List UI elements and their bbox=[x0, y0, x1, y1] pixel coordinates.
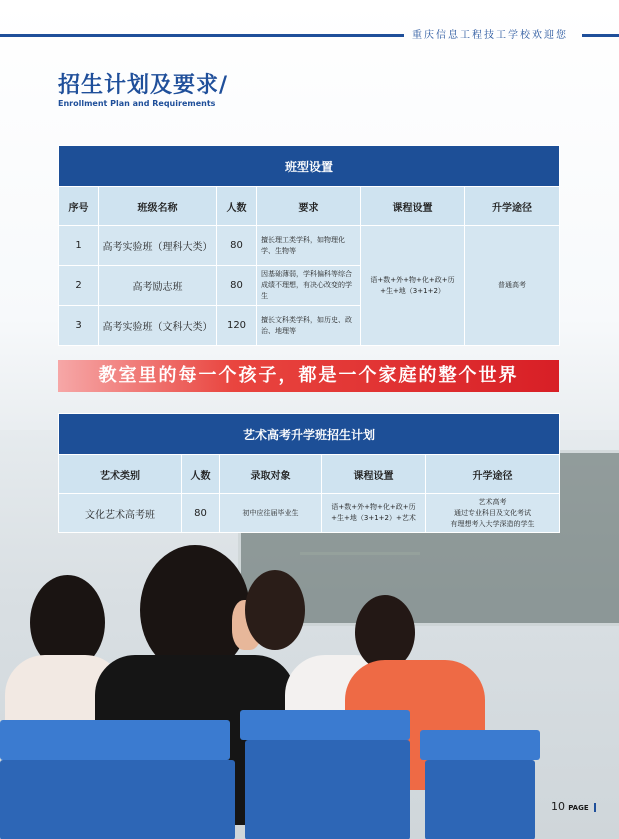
column-header: 课程设置 bbox=[361, 187, 465, 226]
admission-target: 初中应往届毕业生 bbox=[220, 494, 322, 533]
header-rule-right bbox=[582, 34, 619, 37]
class-name: 高考实验班（理科大类） bbox=[99, 226, 217, 266]
school-name: 重庆信息工程技工学校欢迎您 bbox=[412, 30, 568, 41]
page-number-value: 10 bbox=[551, 800, 565, 813]
class-name: 高考励志班 bbox=[99, 266, 217, 306]
row-number: 2 bbox=[59, 266, 99, 306]
table-row bbox=[59, 226, 560, 266]
table-caption: 艺术高考升学班招生计划 bbox=[59, 414, 560, 455]
row-number: 3 bbox=[59, 306, 99, 346]
table-row bbox=[59, 494, 560, 533]
student-count: 80 bbox=[217, 226, 257, 266]
pathway bbox=[426, 494, 560, 533]
page-title: 招生计划及要求/ bbox=[58, 73, 229, 98]
column-header: 人数 bbox=[182, 455, 220, 494]
column-header: 升学途径 bbox=[426, 455, 560, 494]
art-plan-table bbox=[58, 413, 560, 533]
student-count: 80 bbox=[182, 494, 220, 533]
class-name: 高考实验班（文科大类） bbox=[99, 306, 217, 346]
page-subtitle: Enrollment Plan and Requirements bbox=[58, 99, 216, 108]
pathway-line: 有理想考入大学深造的学生 bbox=[450, 519, 535, 528]
table-header bbox=[59, 187, 560, 226]
art-category: 文化艺术高考班 bbox=[59, 494, 182, 533]
student-count: 80 bbox=[217, 266, 257, 306]
column-header: 要求 bbox=[257, 187, 361, 226]
student-count: 120 bbox=[217, 306, 257, 346]
pathway: 普通高考 bbox=[465, 226, 560, 346]
requirement: 因基础薄弱，学科偏科等综合成绩不理想，有决心改变的学生 bbox=[257, 266, 361, 306]
requirement: 擅长理工类学科，如物理化学、生物等 bbox=[257, 226, 361, 266]
page-number bbox=[551, 800, 596, 813]
page-marker bbox=[594, 803, 596, 812]
pathway-line: 艺术高考 bbox=[478, 497, 507, 506]
column-header: 升学途径 bbox=[465, 187, 560, 226]
row-number: 1 bbox=[59, 226, 99, 266]
column-header: 课程设置 bbox=[322, 455, 426, 494]
column-header: 序号 bbox=[59, 187, 99, 226]
column-header: 录取对象 bbox=[220, 455, 322, 494]
column-header: 班级名称 bbox=[99, 187, 217, 226]
class-type-table bbox=[58, 145, 560, 346]
column-header: 艺术类别 bbox=[59, 455, 182, 494]
column-header: 人数 bbox=[217, 187, 257, 226]
table-caption: 班型设置 bbox=[59, 146, 560, 187]
course-setting: 语+数+外+物+化+政+历+生+地（3+1+2）+艺术 bbox=[322, 494, 426, 533]
pathway-line: 通过专业科目及文化考试 bbox=[454, 508, 531, 517]
page-label: PAGE bbox=[568, 804, 589, 812]
slogan-banner: 教室里的每一个孩子，都是一个家庭的整个世界 bbox=[58, 360, 559, 392]
requirement: 擅长文科类学科，如历史、政治、地理等 bbox=[257, 306, 361, 346]
course-setting: 语+数+外+物+化+政+历+生+地（3+1+2） bbox=[361, 226, 465, 346]
header-rule bbox=[0, 34, 404, 37]
table-header bbox=[59, 455, 560, 494]
